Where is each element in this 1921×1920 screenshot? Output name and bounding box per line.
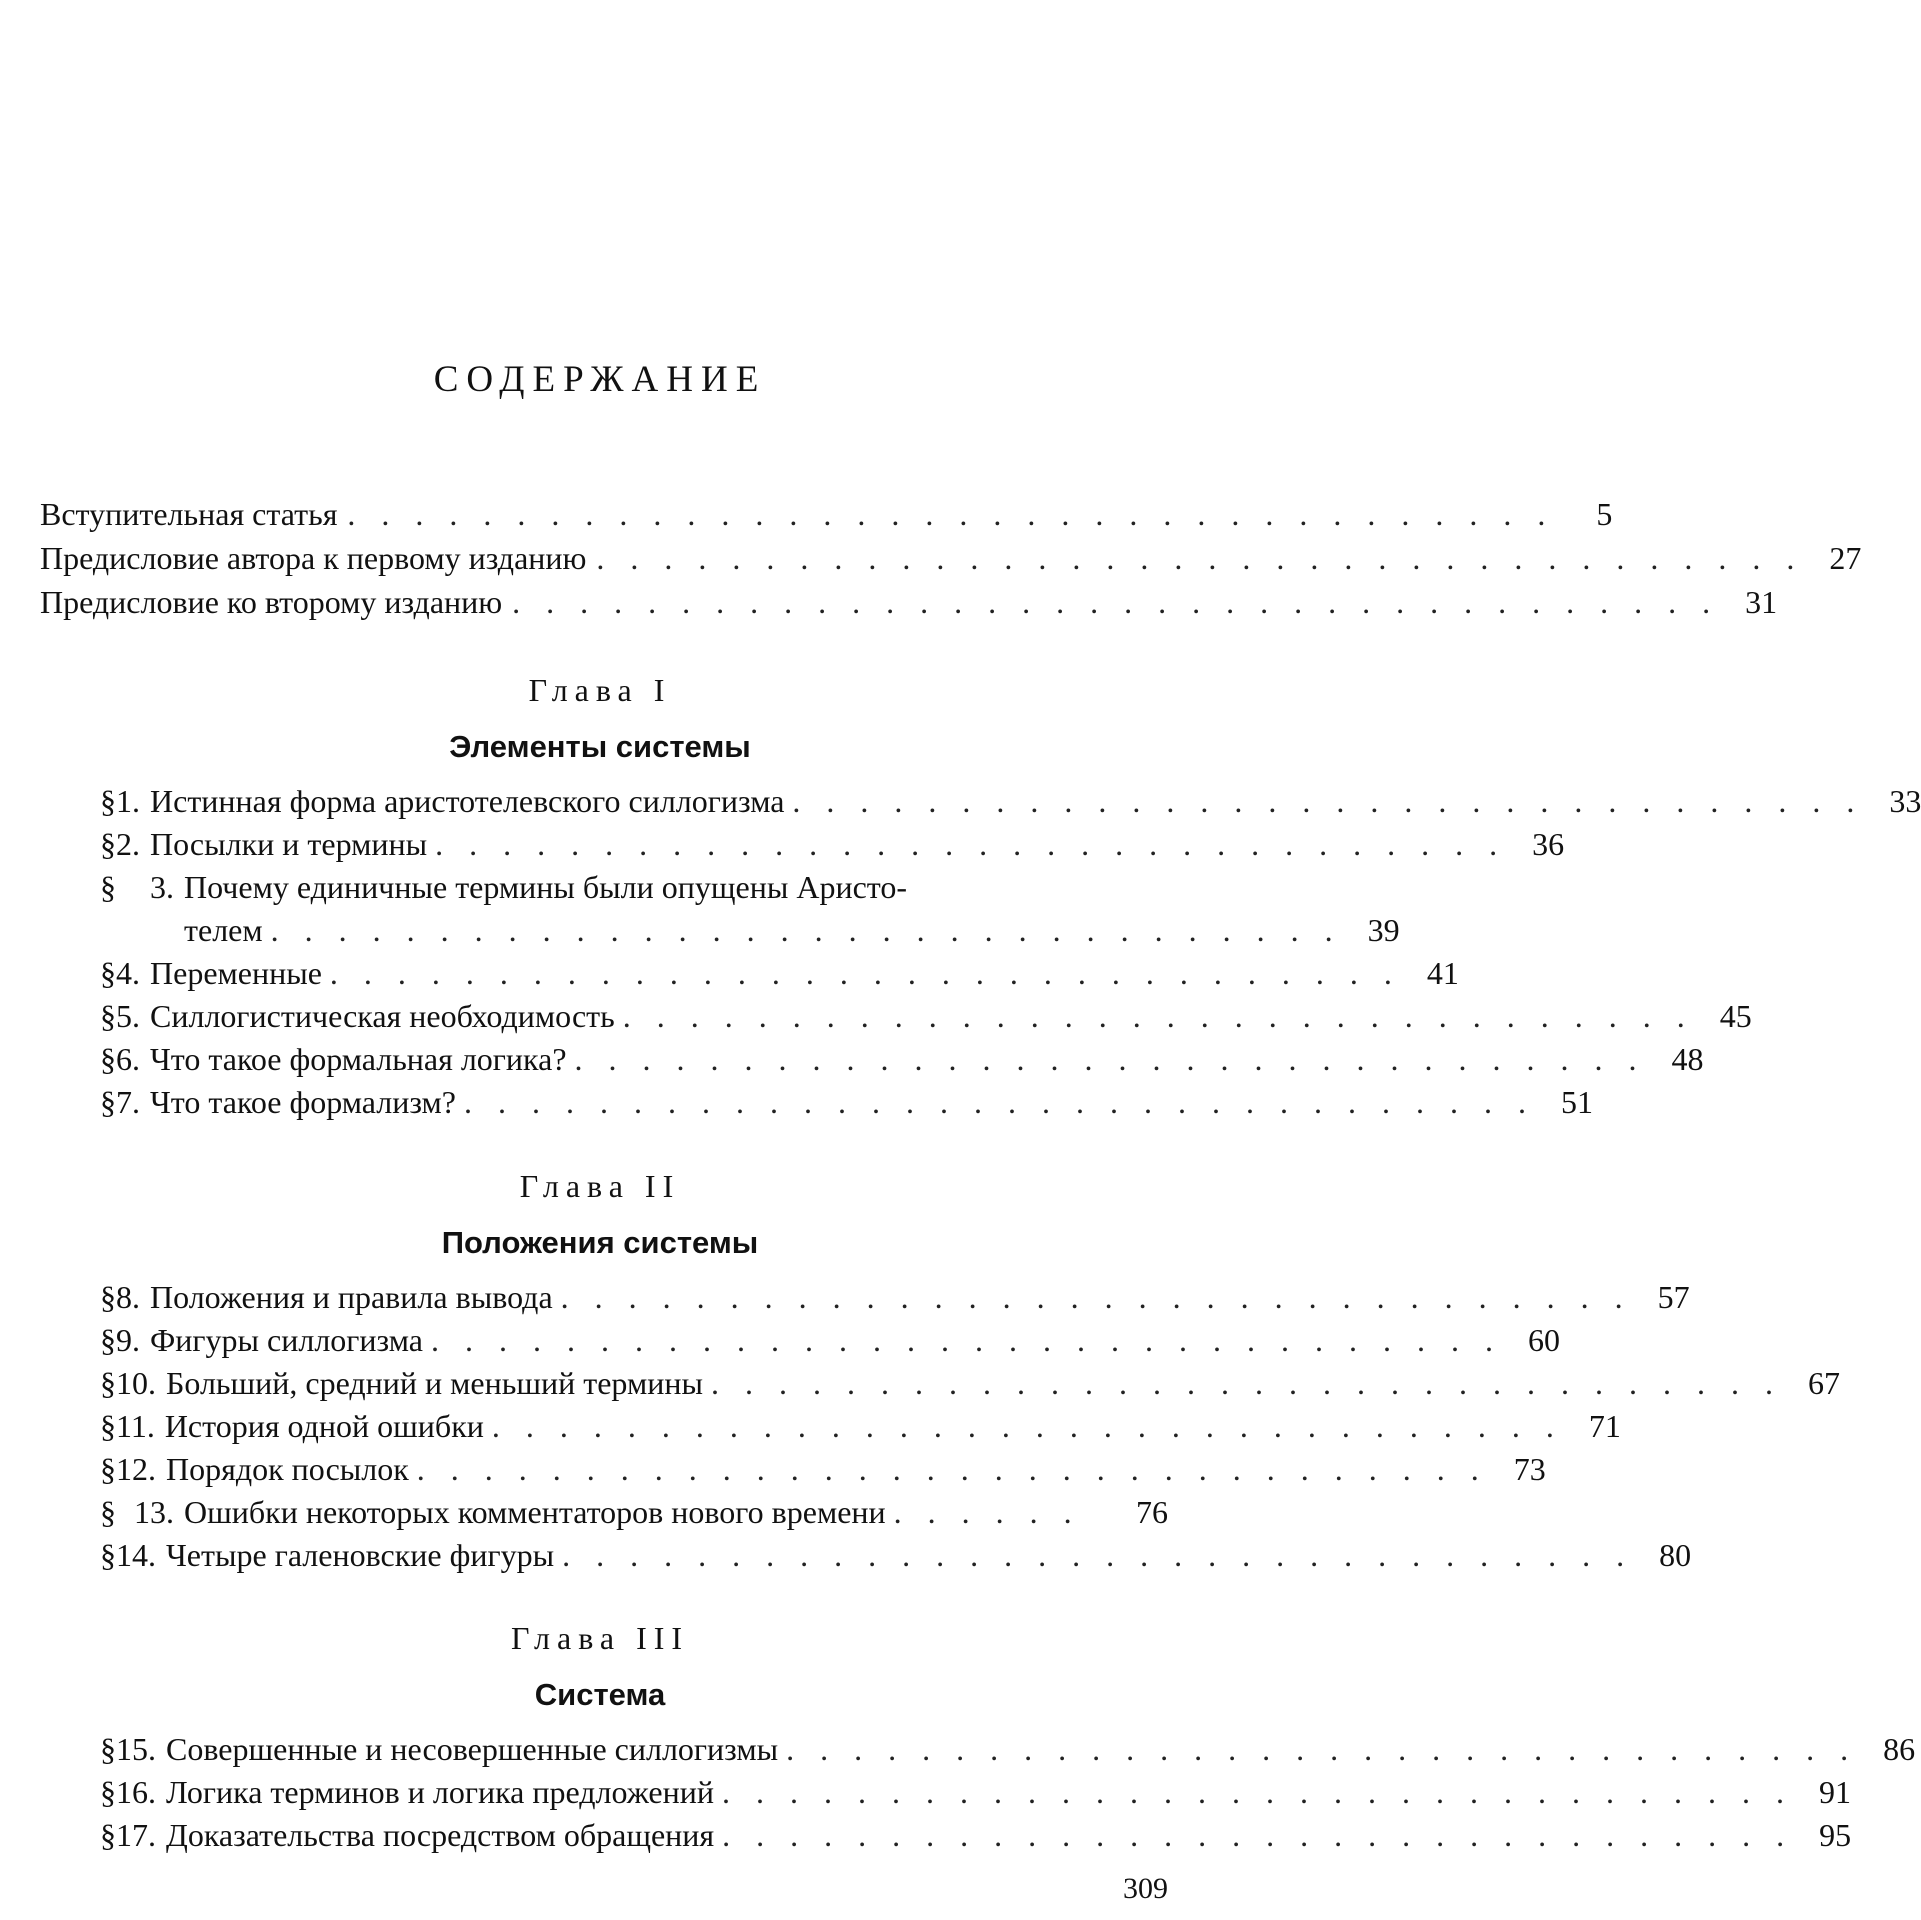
section-sign: § xyxy=(100,869,116,905)
section-entry xyxy=(100,1276,1690,1319)
section-entry xyxy=(100,952,1459,995)
dot-leader: . . . . . . . . . . . . . . . . . . . . . . . . . . . . . . . . xyxy=(463,1084,1535,1120)
dot-leader: . . . . . . . . . . . . . . . . . . . . . . . . . . . . . . . . xyxy=(710,1365,1782,1401)
section-title: Ошибки некоторых комментаторов нового времени xyxy=(184,1494,886,1530)
section-list xyxy=(100,1276,1840,1577)
dot-leader: . . . . . . . . . . . . . . . . . . . . . . . . . . . . . . . . . . . . xyxy=(596,540,1804,576)
dot-leader: . . . . . . . . . . . . . . . . . . . . . . . . . . . . . . . . xyxy=(329,955,1401,991)
section-entry xyxy=(100,1081,1593,1124)
section-page: 80 xyxy=(1659,1537,1692,1573)
section-entry xyxy=(100,1771,1851,1814)
section-sign: § xyxy=(100,1494,116,1530)
section-page: 95 xyxy=(1819,1817,1852,1853)
chapter-heading xyxy=(0,1168,1200,1261)
section-title: Доказательства посредством обращения xyxy=(166,1817,715,1853)
section-page: 51 xyxy=(1560,1084,1593,1120)
section-list xyxy=(100,1728,1916,1857)
dot-leader: . . . . . . . . . . . . . . . . . . . . . . . . . . . . . . . . xyxy=(560,1279,1632,1315)
section-number: 3. xyxy=(150,869,174,905)
section-entry xyxy=(100,995,1752,1038)
section-entry xyxy=(100,1534,1692,1577)
section-entry xyxy=(100,1814,1852,1857)
section-entry xyxy=(100,1491,1168,1534)
section-page: 76 xyxy=(1136,1494,1168,1530)
entry-label: Предисловие автора к первому изданию xyxy=(40,540,587,576)
section-title: Что такое формальная логика? xyxy=(150,1041,567,1077)
chapter-title: Положения системы xyxy=(441,1225,759,1260)
section-sign: § xyxy=(100,1041,116,1077)
section-title: Совершенные и несовершенные силлогизмы xyxy=(166,1731,779,1767)
section-sign: § xyxy=(100,1322,116,1358)
section-number: 11. xyxy=(116,1408,155,1444)
toc-entry xyxy=(40,492,1613,536)
section-sign: § xyxy=(100,1731,116,1767)
section-title: Силлогистическая необходимость xyxy=(150,998,615,1034)
section-sign: § xyxy=(100,1537,116,1573)
section-number: 13. xyxy=(134,1494,174,1530)
section-title: Положения и правила вывода xyxy=(150,1279,553,1315)
section-page: 45 xyxy=(1719,998,1752,1034)
section-entry-continuation xyxy=(100,909,1400,952)
entry-page: 31 xyxy=(1745,584,1778,620)
section-page: 39 xyxy=(1367,912,1400,948)
entry-page: 27 xyxy=(1829,540,1862,576)
chapter-number: Глава III xyxy=(510,1620,690,1656)
section-number: 6. xyxy=(116,1041,140,1077)
section-title: Фигуры силлогизма xyxy=(150,1322,423,1358)
section-title: Посылки и термины xyxy=(150,826,428,862)
chapter-number: Глава I xyxy=(528,672,672,708)
front-matter-list xyxy=(40,492,1862,624)
section-title: Порядок посылок xyxy=(166,1451,409,1487)
chapter-heading xyxy=(0,1620,1200,1713)
section-page: 33 xyxy=(1889,783,1921,819)
dot-leader: . . . . . . . . . . . . . . . . . . . . . . . . . . . . . . . . . . . . xyxy=(347,496,1555,532)
section-sign: § xyxy=(100,826,116,862)
toc-entry xyxy=(40,536,1862,580)
dot-leader: . . . . . . . . . . . . . . . . . . . . . . . . . . . . . . . . xyxy=(574,1041,1646,1077)
section-number: 5. xyxy=(116,998,140,1034)
toc-entry xyxy=(40,580,1778,624)
page-number: 309 xyxy=(1123,1872,1168,1905)
section-number: 16. xyxy=(116,1774,156,1810)
section-entry xyxy=(100,780,1921,823)
section-page: 36 xyxy=(1532,826,1565,862)
section-entry xyxy=(100,823,1565,866)
dot-leader: . . . . . . . . . . . . . . . . . . . . . . . . . . . . . . . . xyxy=(435,826,1507,862)
entry-label: Предисловие ко второму изданию xyxy=(40,584,503,620)
section-page: 48 xyxy=(1671,1041,1704,1077)
section-sign: § xyxy=(100,1408,116,1444)
section-page: 57 xyxy=(1657,1279,1690,1315)
dot-leader: . . . . . . . . . . . . . . . . . . . . . . . . . . . . . . . . . . . . xyxy=(512,584,1720,620)
section-number: 14. xyxy=(116,1537,156,1573)
section-sign: § xyxy=(100,1365,116,1401)
section-title: Логика терминов и логика предложений xyxy=(166,1774,714,1810)
section-number: 7. xyxy=(116,1084,140,1120)
section-entry xyxy=(100,1405,1621,1448)
section-sign: § xyxy=(100,1451,116,1487)
section-page: 41 xyxy=(1426,955,1459,991)
section-list xyxy=(100,780,1921,1124)
dot-leader: . . . . . . xyxy=(893,1494,1081,1530)
dot-leader: . . . . . . . . . . . . . . . . . . . . . . . . . . . . . . . . xyxy=(491,1408,1563,1444)
dot-leader: . . . . . . . . . . . . . . . . . . . . . . . . . . . . . . . . xyxy=(622,998,1694,1034)
chapter-title: Система xyxy=(534,1677,666,1712)
section-title: История одной ошибки xyxy=(164,1408,484,1444)
chapter-title: Элементы системы xyxy=(449,729,751,764)
section-number: 9. xyxy=(116,1322,140,1358)
section-entry xyxy=(100,1728,1916,1771)
section-title: Переменные xyxy=(150,955,322,991)
section-title: Истинная форма аристотелевского силлогизма xyxy=(150,783,785,819)
section-sign: § xyxy=(100,998,116,1034)
chapter-number: Глава II xyxy=(519,1168,681,1204)
dot-leader: . . . . . . . . . . . . . . . . . . . . . . . . . . . . . . . . xyxy=(562,1537,1634,1573)
section-entry xyxy=(100,1448,1546,1491)
section-number: 8. xyxy=(116,1279,140,1315)
section-page: 67 xyxy=(1807,1365,1840,1401)
section-entry xyxy=(100,1319,1560,1362)
section-number: 10. xyxy=(116,1365,156,1401)
section-number: 15. xyxy=(116,1731,156,1767)
dot-leader: . . . . . . . . . . . . . . . . . . . . . . . . . . . . . . . . xyxy=(722,1817,1794,1853)
section-entry xyxy=(100,1038,1704,1081)
section-number: 2. xyxy=(116,826,140,862)
section-page: 60 xyxy=(1527,1322,1560,1358)
section-entry xyxy=(100,866,1168,909)
section-page: 86 xyxy=(1883,1731,1916,1767)
dot-leader: . . . . . . . . . . . . . . . . . . . . . . . . . . . . . . . . xyxy=(270,912,1342,948)
dot-leader: . . . . . . . . . . . . . . . . . . . . . . . . . . . . . . . . xyxy=(792,783,1864,819)
dot-leader: . . . . . . . . . . . . . . . . . . . . . . . . . . . . . . . . xyxy=(721,1774,1793,1810)
section-entry xyxy=(100,1362,1840,1405)
entry-label: Вступительная статья xyxy=(40,496,338,532)
section-number: 12. xyxy=(116,1451,156,1487)
dot-leader: . . . . . . . . . . . . . . . . . . . . . . . . . . . . . . . . xyxy=(786,1731,1858,1767)
section-title: Больший, средний и меньший термины xyxy=(166,1365,703,1401)
section-sign: § xyxy=(100,955,116,991)
dot-leader: . . . . . . . . . . . . . . . . . . . . . . . . . . . . . . . . xyxy=(416,1451,1488,1487)
section-sign: § xyxy=(100,1774,116,1810)
dot-leader: . . . . . . . . . . . . . . . . . . . . . . . . . . . . . . . . xyxy=(430,1322,1502,1358)
section-sign: § xyxy=(100,783,116,819)
section-sign: § xyxy=(100,1279,116,1315)
section-page: 91 xyxy=(1818,1774,1851,1810)
section-sign: § xyxy=(100,1084,116,1120)
chapter-heading xyxy=(0,672,1200,765)
entry-page: 5 xyxy=(1596,496,1613,532)
page-title: СОДЕРЖАНИЕ xyxy=(433,359,767,400)
section-page: 73 xyxy=(1513,1451,1546,1487)
section-title: Что такое формализм? xyxy=(150,1084,456,1120)
section-page: 71 xyxy=(1588,1408,1621,1444)
section-sign: § xyxy=(100,1817,116,1853)
section-number: 4. xyxy=(116,955,140,991)
section-title: Почему единичные термины были опущены Аристо- xyxy=(184,869,908,905)
section-title: Четыре галеновские фигуры xyxy=(166,1537,555,1573)
section-number: 17. xyxy=(116,1817,156,1853)
section-number: 1. xyxy=(116,783,140,819)
section-title: телем xyxy=(184,912,263,948)
